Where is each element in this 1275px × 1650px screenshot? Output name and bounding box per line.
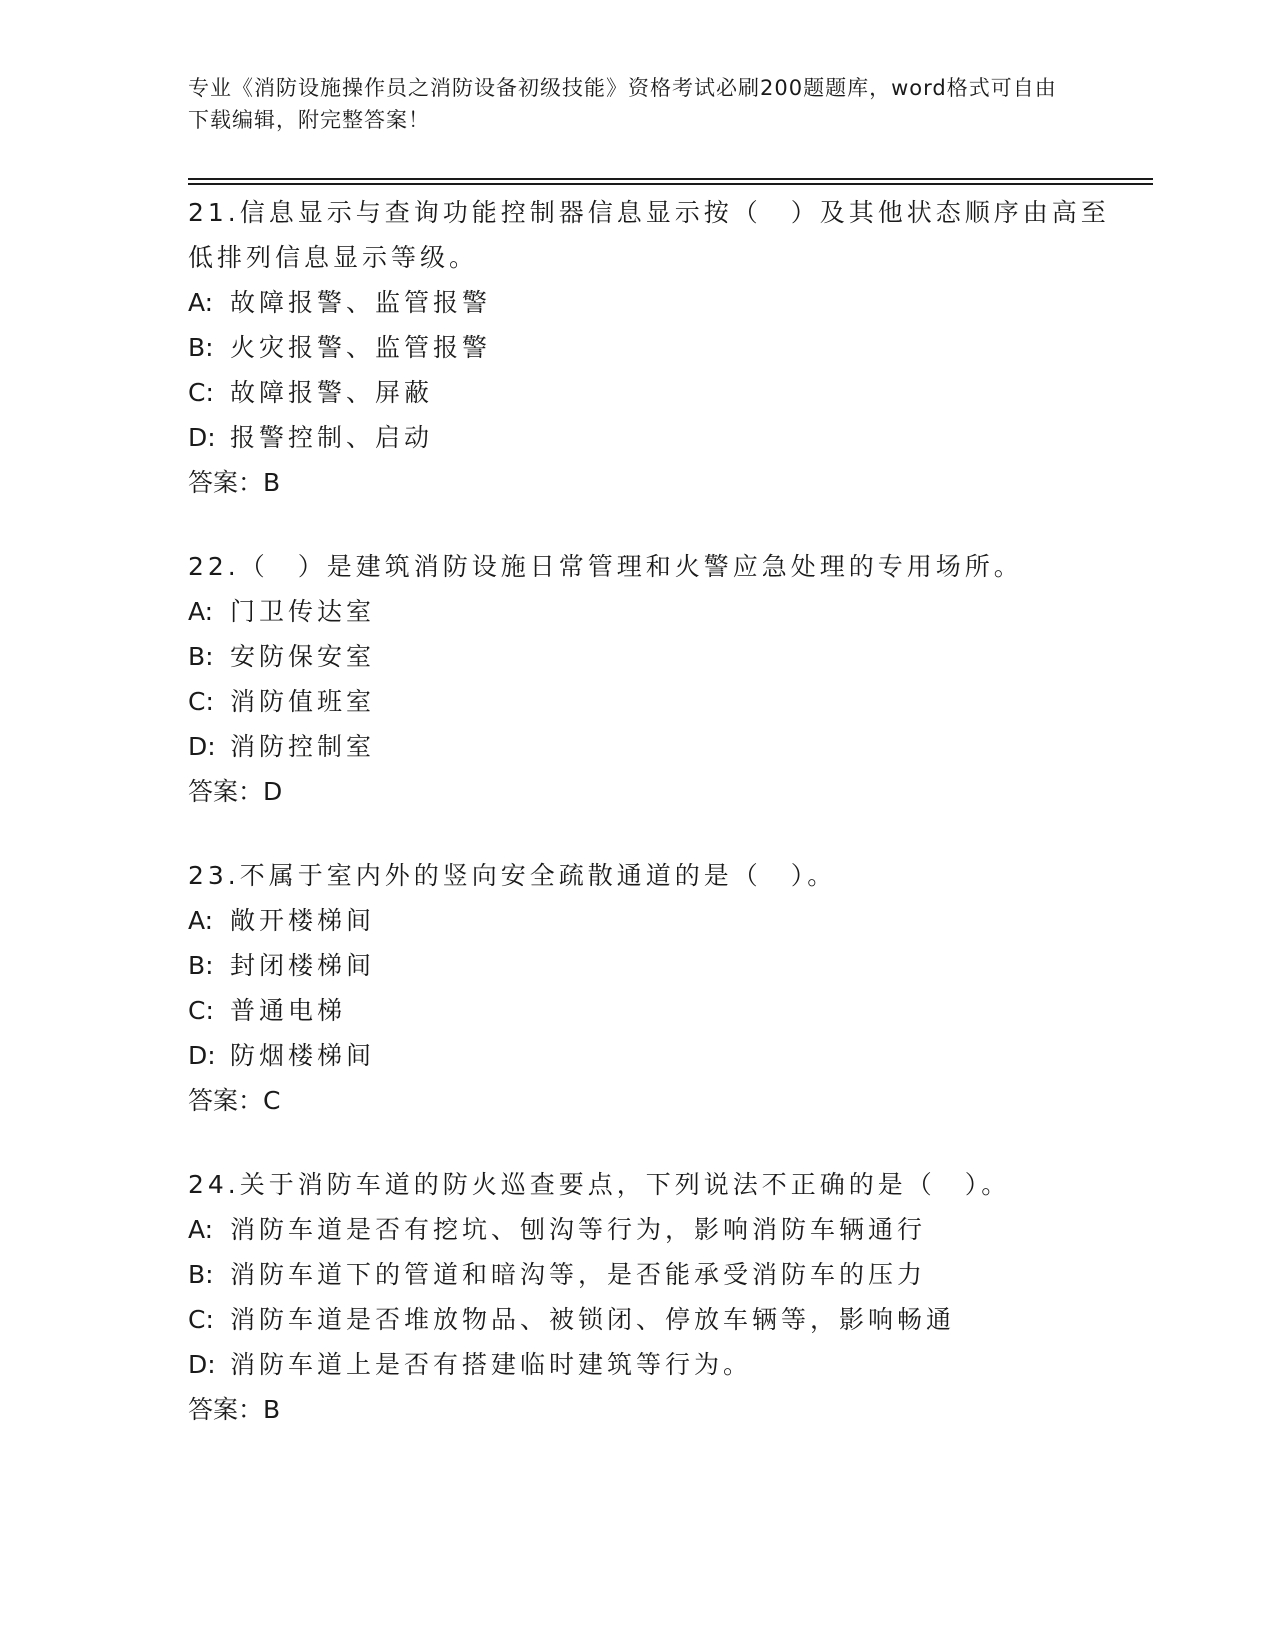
answer-line: 答案：B [188, 1395, 281, 1424]
option-text: 报警控制、启动 [230, 423, 434, 452]
option-d [188, 415, 1118, 460]
question-23 [188, 853, 1118, 1123]
question-21 [188, 190, 1118, 505]
question-stem: 24.关于消防车道的防火巡查要点，下列说法不正确的是（ ）。 [188, 1170, 1011, 1199]
option-text: 消防车道是否有挖坑、刨沟等行为，影响消防车辆通行 [230, 1215, 927, 1244]
document-header: 专业《消防设施操作员之消防设备初级技能》资格考试必刷200题题库，word格式可自由下载编辑，附完整答案！ [188, 76, 1057, 132]
option-a [188, 898, 1118, 943]
question-stem: 23.不属于室内外的竖向安全疏散通道的是（ ）。 [188, 861, 837, 890]
option-label: D: [188, 732, 216, 761]
option-label: B: [188, 333, 214, 362]
option-c [188, 1297, 1118, 1342]
option-label: A: [188, 1215, 214, 1244]
option-b [188, 325, 1118, 370]
option-label: B: [188, 1260, 214, 1289]
option-text: 消防车道下的管道和暗沟等，是否能承受消防车的压力 [230, 1260, 927, 1289]
option-text: 门卫传达室 [230, 597, 376, 626]
question-list [188, 190, 1118, 1471]
option-text: 消防车道上是否有搭建临时建筑等行为。 [230, 1350, 753, 1379]
answer-line: 答案：C [188, 1086, 281, 1115]
option-c [188, 988, 1118, 1033]
option-text: 消防控制室 [230, 732, 376, 761]
option-b [188, 634, 1118, 679]
option-a [188, 589, 1118, 634]
option-label: C: [188, 687, 214, 716]
option-text: 敞开楼梯间 [230, 906, 376, 935]
option-label: A: [188, 288, 214, 317]
header-divider-bottom [188, 183, 1153, 185]
answer-line: 答案：B [188, 468, 281, 497]
option-d [188, 1342, 1118, 1387]
option-text: 消防值班室 [230, 687, 376, 716]
option-label: C: [188, 1305, 214, 1334]
answer-line: 答案：D [188, 777, 283, 806]
option-text: 普通电梯 [230, 996, 347, 1025]
option-label: D: [188, 423, 216, 452]
option-label: A: [188, 906, 214, 935]
question-stem: 21.信息显示与查询功能控制器信息显示按（ ）及其他状态顺序由高至低排列信息显示等级。 [188, 198, 1110, 272]
option-d [188, 1033, 1118, 1078]
option-text: 防烟楼梯间 [230, 1041, 376, 1070]
question-22 [188, 544, 1118, 814]
option-c [188, 370, 1118, 415]
option-text: 安防保安室 [230, 642, 376, 671]
option-b [188, 1252, 1118, 1297]
question-24 [188, 1162, 1118, 1432]
option-a [188, 1207, 1118, 1252]
option-text: 火灾报警、监管报警 [230, 333, 492, 362]
option-text: 消防车道是否堆放物品、被锁闭、停放车辆等，影响畅通 [230, 1305, 956, 1334]
option-label: D: [188, 1350, 216, 1379]
question-stem: 22.（ ）是建筑消防设施日常管理和火警应急处理的专用场所。 [188, 552, 1023, 581]
option-label: C: [188, 378, 214, 407]
option-text: 故障报警、监管报警 [230, 288, 492, 317]
option-label: C: [188, 996, 214, 1025]
option-label: D: [188, 1041, 216, 1070]
option-text: 故障报警、屏蔽 [230, 378, 434, 407]
option-c [188, 679, 1118, 724]
option-label: B: [188, 642, 214, 671]
option-label: B: [188, 951, 214, 980]
header-divider-top [188, 178, 1153, 180]
option-label: A: [188, 597, 214, 626]
option-a [188, 280, 1118, 325]
option-b [188, 943, 1118, 988]
option-d [188, 724, 1118, 769]
option-text: 封闭楼梯间 [230, 951, 376, 980]
